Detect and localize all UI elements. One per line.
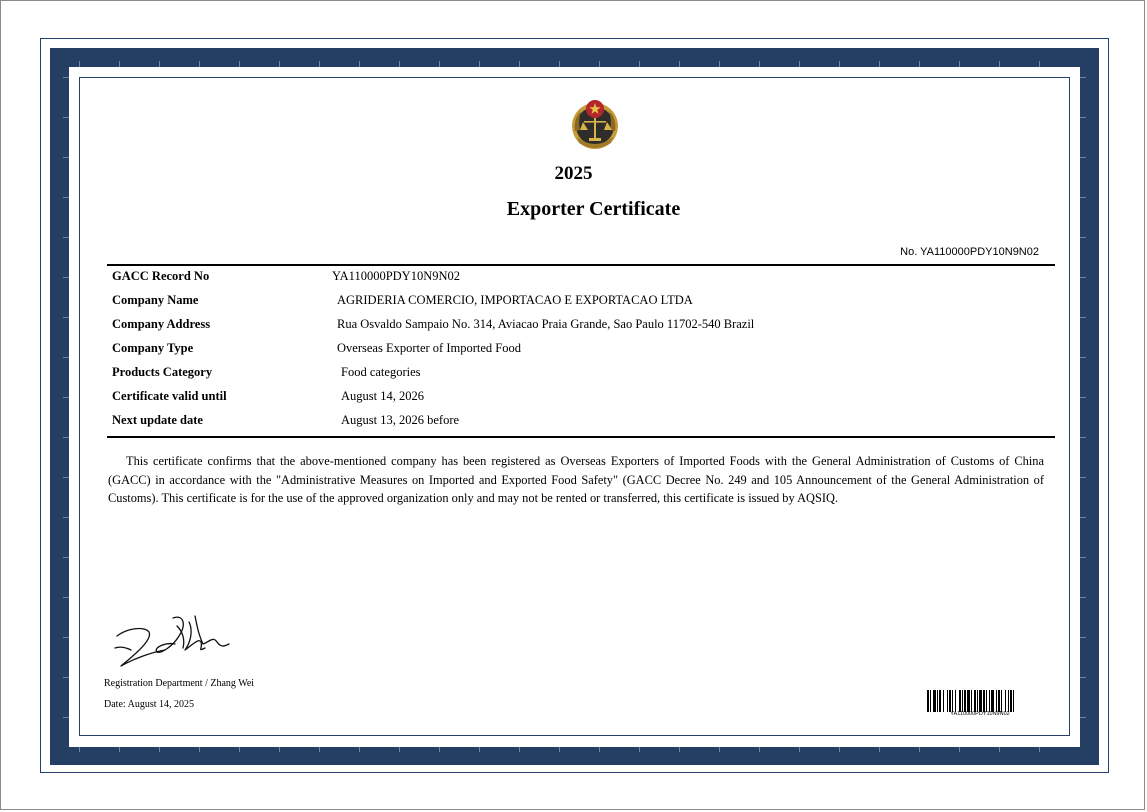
field-label: Next update date xyxy=(112,413,203,427)
barcode-bar xyxy=(937,690,938,712)
frame-tick xyxy=(1080,277,1086,278)
barcode-bar xyxy=(1010,690,1012,712)
barcode-bar xyxy=(979,690,982,712)
certificate-title: Exporter Certificate xyxy=(506,198,681,220)
barcode-bar xyxy=(962,690,963,712)
barcode-bar xyxy=(1005,690,1006,712)
barcode-bar xyxy=(971,690,972,712)
barcode-bar xyxy=(989,690,990,712)
field-value: Overseas Exporter of Imported Food xyxy=(337,341,521,355)
barcode-bar xyxy=(930,690,931,712)
field-value: Food categories xyxy=(341,365,421,379)
frame-tick xyxy=(1080,557,1086,558)
issue-date: Date: August 14, 2025 xyxy=(104,699,194,710)
barcode-bar xyxy=(955,690,956,712)
frame-tick xyxy=(1080,77,1086,78)
barcode-bar xyxy=(1008,690,1009,712)
frame-tick xyxy=(1080,717,1086,718)
frame-tick xyxy=(1080,677,1086,678)
barcode-bar xyxy=(959,690,961,712)
field-label: Products Category xyxy=(112,365,213,379)
barcode-bar xyxy=(991,690,994,712)
certificate-number: No. YA110000PDY10N9N02 xyxy=(900,246,1039,258)
field-label: Certificate valid until xyxy=(112,389,227,403)
barcode-bar xyxy=(998,690,1000,712)
barcode-bar xyxy=(952,690,953,712)
barcode-bar xyxy=(996,690,997,712)
certificate-statement xyxy=(108,452,1044,508)
field-value: August 13, 2026 before xyxy=(341,413,460,427)
barcode-bar xyxy=(1001,690,1002,712)
barcode-icon xyxy=(927,690,1033,712)
frame-tick xyxy=(1080,317,1086,318)
barcode-text: YA110000PDY10N9N02 xyxy=(950,711,1010,717)
frame-tick xyxy=(1080,437,1086,438)
field-label: Company Name xyxy=(112,293,199,307)
field-value: YA110000PDY10N9N02 xyxy=(332,269,461,283)
frame-tick xyxy=(1080,517,1086,518)
signatory-line: Registration Department / Zhang Wei xyxy=(104,678,255,689)
barcode-bar xyxy=(977,690,978,712)
barcode-bar xyxy=(933,690,936,712)
frame-tick xyxy=(1080,597,1086,598)
field-label: GACC Record No xyxy=(112,269,210,283)
barcode-bar xyxy=(964,690,966,712)
barcode-bar xyxy=(983,690,985,712)
barcode-bar xyxy=(939,690,941,712)
frame-tick xyxy=(1080,397,1086,398)
field-value: August 14, 2026 xyxy=(341,389,424,403)
barcode-bar xyxy=(943,690,944,712)
frame-tick xyxy=(1080,237,1086,238)
customs-emblem-icon xyxy=(569,97,621,151)
barcode-bar xyxy=(967,690,970,712)
field-value: AGRIDERIA COMERCIO, IMPORTACAO E EXPORTACAO LTDA xyxy=(337,293,693,307)
field-label: Company Address xyxy=(112,317,211,331)
frame-tick xyxy=(1080,157,1086,158)
frame-tick xyxy=(1080,117,1086,118)
barcode-bar xyxy=(974,690,976,712)
frame-tick xyxy=(1080,357,1086,358)
barcode-bar xyxy=(947,690,948,712)
statement-text: This certificate confirms that the above-mentioned company has been registered as Overseas Exporters of Imported Foods with the General Administration of Customs of China (GACC) in accordance with the "Administrative Measures on Imported and Exported Food Safety" (GACC Decree No. 249 and 105 Announcement of the General Administration of Customs). This certificate is for the use of the approved organization only and may not be rented or transferred, this certificate is issued by AQSIQ. xyxy=(108,454,1044,505)
frame-tick xyxy=(1080,477,1086,478)
table-top-rule xyxy=(107,264,1055,266)
field-label: Company Type xyxy=(112,341,194,355)
frame-tick xyxy=(1080,637,1086,638)
certificate-year: 2025 xyxy=(554,163,593,184)
field-value: Rua Osvaldo Sampaio No. 314, Aviacao Praia Grande, Sao Paulo 11702-540 Brazil xyxy=(337,317,755,331)
barcode-bar xyxy=(1013,690,1014,712)
barcode-bar xyxy=(949,690,951,712)
handwritten-signature xyxy=(113,612,233,674)
table-bottom-rule xyxy=(107,436,1055,438)
barcode-bar xyxy=(927,690,929,712)
barcode-bar xyxy=(986,690,987,712)
